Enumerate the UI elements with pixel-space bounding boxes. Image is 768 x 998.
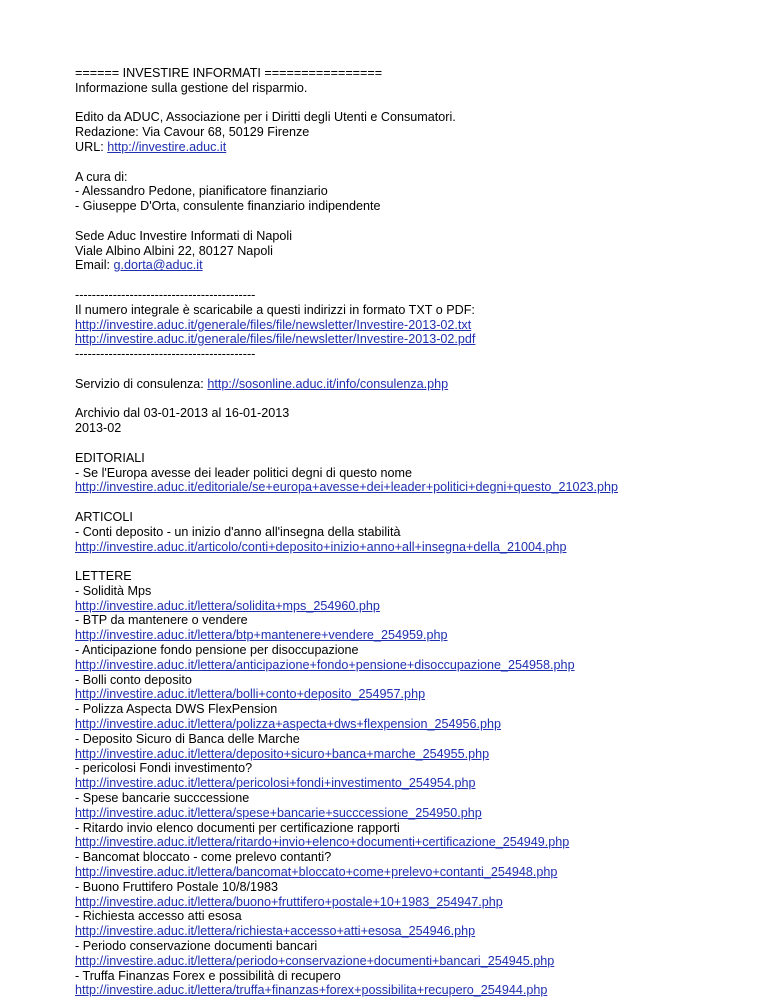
item-link[interactable]: http://investire.aduc.it/editoriale/se+europa+avesse+dei+leader+politici+degni+questo_21023.php xyxy=(75,480,618,495)
issue-number: 2013-02 xyxy=(75,421,122,436)
site-url-link[interactable]: http://investire.aduc.it xyxy=(107,139,227,154)
letter-title: - Periodo conservazione documenti bancari xyxy=(75,939,318,954)
letter-link[interactable]: http://investire.aduc.it/lettera/pericolosi+fondi+investimento_254954.php xyxy=(75,776,476,791)
service-line xyxy=(75,377,755,392)
curator-item: - Alessandro Pedone, pianificatore finanziario xyxy=(75,184,328,199)
section-heading-lettere: LETTERE xyxy=(75,569,132,584)
letter-title: - Truffa Finanzas Forex e possibilità di recupero xyxy=(75,968,341,983)
letter-link[interactable]: http://investire.aduc.it/lettera/btp+mantenere+vendere_254959.php xyxy=(75,628,448,643)
archive-range: Archivio dal 03-01-2013 al 16-01-2013 xyxy=(75,406,290,421)
office-name: Sede Aduc Investire Informati di Napoli xyxy=(75,228,293,243)
section-heading-articoli: ARTICOLI xyxy=(75,509,133,524)
newsletter-subtitle: Informazione sulla gestione del risparmio. xyxy=(75,80,308,95)
letter-title: - Bolli conto deposito xyxy=(75,672,192,687)
download-text: Il numero integrale è scaricabile a questi indirizzi in formato TXT o PDF: xyxy=(75,302,475,317)
site-url-label: URL: xyxy=(75,139,108,154)
letter-link[interactable]: http://investire.aduc.it/lettera/solidita+mps_254960.php xyxy=(75,598,380,613)
letter-link[interactable]: http://investire.aduc.it/lettera/deposito+sicuro+banca+marche_254955.php xyxy=(75,746,490,761)
curators-heading: A cura di: xyxy=(75,169,128,184)
service-link[interactable]: http://sosonline.aduc.it/info/consulenza.php xyxy=(207,376,449,391)
letter-title: - Richiesta accesso atti esosa xyxy=(75,909,242,924)
letter-link[interactable]: http://investire.aduc.it/lettera/anticipazione+fondo+pensione+disoccupazione_254958.php xyxy=(75,657,575,672)
letter-link[interactable]: http://investire.aduc.it/lettera/periodo+conservazione+documenti+bancari_254945.php xyxy=(75,953,555,968)
letter-title: - Ritardo invio elenco documenti per certificazione rapporti xyxy=(75,820,400,835)
letter-title: - Anticipazione fondo pensione per disoccupazione xyxy=(75,643,359,658)
newsletter-title: ====== INVESTIRE INFORMATI ================ xyxy=(75,66,383,80)
email-link[interactable]: g.dorta@aduc.it xyxy=(113,258,203,273)
newsletter-document xyxy=(75,66,755,998)
letter-title: - BTP da mantenere o vendere xyxy=(75,613,248,628)
item-link[interactable]: http://investire.aduc.it/articolo/conti+deposito+inizio+anno+all+insegna+della_21004.php xyxy=(75,539,567,554)
download-txt-link[interactable]: http://investire.aduc.it/generale/files/file/newsletter/Investire-2013-02.txt xyxy=(75,317,472,332)
separator-top: ------------------------------------------- xyxy=(75,287,256,302)
office-address: Viale Albino Albini 22, 80127 Napoli xyxy=(75,243,273,258)
download-pdf-link[interactable]: http://investire.aduc.it/generale/files/file/newsletter/Investire-2013-02.pdf xyxy=(75,332,476,347)
letter-link[interactable]: http://investire.aduc.it/lettera/truffa+finanzas+forex+possibilita+recupero_254944.php xyxy=(75,983,548,998)
letter-link[interactable]: http://investire.aduc.it/lettera/bolli+conto+deposito_254957.php xyxy=(75,687,426,702)
letter-link[interactable]: http://investire.aduc.it/lettera/bancomat+bloccato+come+prelevo+contanti_254948.php xyxy=(75,865,558,880)
site-url-line xyxy=(75,140,755,155)
letter-title: - Spese bancarie succcessione xyxy=(75,791,250,806)
lettere-list xyxy=(75,584,755,998)
letter-link[interactable]: http://investire.aduc.it/lettera/spese+bancarie+succcessione_254950.php xyxy=(75,805,482,820)
service-label: Servizio di consulenza: xyxy=(75,376,208,391)
letter-title: - Solidità Mps xyxy=(75,583,152,598)
letter-link[interactable]: http://investire.aduc.it/lettera/ritardo+invio+elenco+documenti+certificazione_254949.php xyxy=(75,835,570,850)
letter-link[interactable]: http://investire.aduc.it/lettera/richiesta+accesso+atti+esosa_254946.php xyxy=(75,924,476,939)
publisher-line: Edito da ADUC, Associazione per i Diritti degli Utenti e Consumatori. xyxy=(75,110,456,125)
letter-title: - pericolosi Fondi investimento? xyxy=(75,761,253,776)
letter-title: - Polizza Aspecta DWS FlexPension xyxy=(75,702,278,717)
editorial-address: Redazione: Via Cavour 68, 50129 Firenze xyxy=(75,125,310,140)
letter-link[interactable]: http://investire.aduc.it/lettera/polizza+aspecta+dws+flexpension_254956.php xyxy=(75,717,502,732)
letter-link[interactable]: http://investire.aduc.it/lettera/buono+fruttifero+postale+10+1983_254947.php xyxy=(75,894,503,909)
curator-item: - Giuseppe D'Orta, consulente finanziario indipendente xyxy=(75,199,381,214)
section-heading-editoriali: EDITORIALI xyxy=(75,450,145,465)
separator-bottom: ------------------------------------------- xyxy=(75,347,256,362)
email-line xyxy=(75,258,755,273)
item-title: - Conti deposito - un inizio d'anno all'insegna della stabilità xyxy=(75,524,401,539)
letter-title: - Deposito Sicuro di Banca delle Marche xyxy=(75,731,300,746)
item-title: - Se l'Europa avesse dei leader politici degni di questo nome xyxy=(75,465,413,480)
email-label: Email: xyxy=(75,258,114,273)
letter-title: - Buono Fruttifero Postale 10/8/1983 xyxy=(75,879,279,894)
letter-title: - Bancomat bloccato - come prelevo contanti? xyxy=(75,850,332,865)
